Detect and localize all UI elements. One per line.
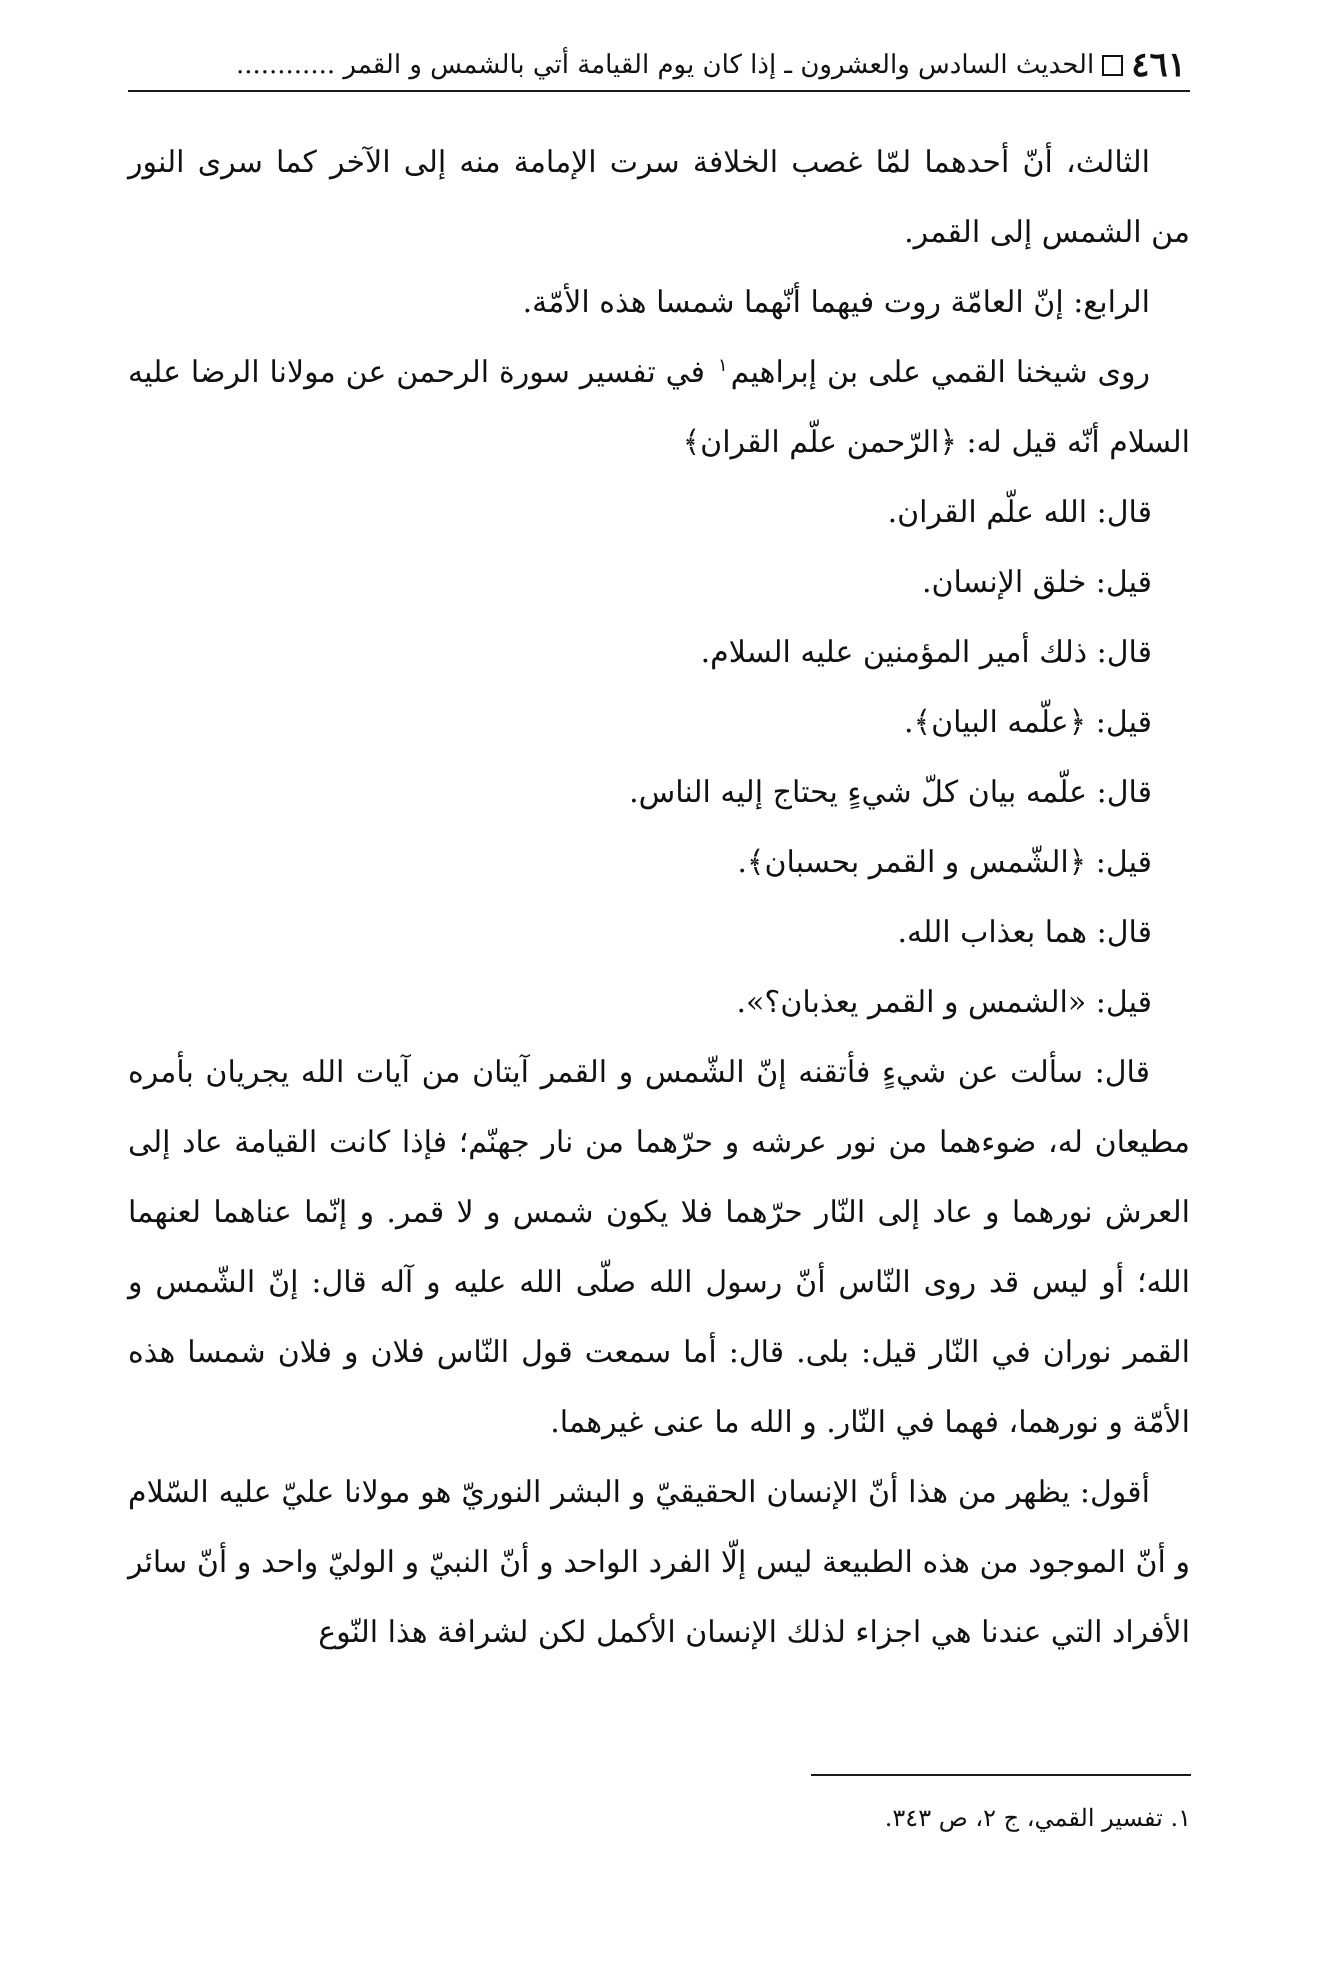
header-leader-dots: ......... bbox=[235, 50, 311, 80]
paragraph-answer: قال: سألت عن شيءٍ فأتقنه إنّ الشّمس و القمر آيتان من آيات الله يجريان بأمره مطيعان له، ضوءهما من نور عرشه و حرّهما من نار جهنّم؛ فإذا كانت القيامة عاد إلى العرش نورهما و عاد إلى النّار حرّهما فلا يكون شمس و لا قمر. و إنّما عناهما لعنهما الله؛ أو ليس قد روى النّاس أنّ رسول الله صلّى الله عليه و آله قال: إنّ الشّمس و القمر نوران في النّار قيل: بلى. قال: أما سمعت قول النّاس فلان و فلان شمسا هذه الأمّة و نورهما، فهما في النّار. و الله ما عنى غيرهما. bbox=[128, 1055, 1190, 1440]
footnote-reference: ١ bbox=[717, 355, 728, 376]
dialog-line: قيل: خلق الإنسان. bbox=[921, 565, 1152, 600]
main-text bbox=[128, 128, 1190, 1668]
paragraph-third: الثالث، أنّ أحدهما لمّا غصب الخلافة سرت الإمامة منه إلى الآخر كما سرى النور من الشمس إلى القمر. bbox=[128, 145, 1190, 250]
dialog-line: قال: ذلك أمير المؤمنين عليه السلام. bbox=[700, 635, 1152, 670]
dialog-line: قال: علّمه بيان كلّ شيءٍ يحتاج إليه الناس. bbox=[629, 775, 1152, 810]
dialog-line: قيل: «الشمس و القمر يعذبان؟». bbox=[736, 985, 1152, 1020]
dialog-line: قيل: ﴿علّمه البيان﴾. bbox=[904, 705, 1152, 740]
dialog-line: قيل: ﴿الشّمس و القمر بحسبان﴾. bbox=[737, 845, 1152, 880]
paragraph-fourth: الرابع: إنّ العامّة روت فيهما أنّهما شمسا هذه الأمّة. bbox=[522, 285, 1150, 320]
dialog-line: قال: الله علّم القران. bbox=[887, 495, 1152, 530]
running-title: الحديث السادس والعشرون ـ إذا كان يوم القيامة أتي بالشمس و القمر ... bbox=[310, 50, 1095, 80]
running-header bbox=[128, 40, 1190, 92]
page-number: ٤٦١ bbox=[1131, 45, 1186, 85]
narration-intro-text: روى شيخنا القمي على بن إبراهيم bbox=[730, 355, 1150, 390]
footnote-divider bbox=[811, 1774, 1191, 1776]
narration-intro-continued: في تفسير سورة الرحمن عن مولانا الرضا عليه السلام أنّه قيل له: ﴿الرّحمن علّم القران﴾ bbox=[128, 355, 1190, 460]
dialog-line: قال: هما بعذاب الله. bbox=[897, 915, 1152, 950]
paragraph-commentary: أقول: يظهر من هذا أنّ الإنسان الحقيقيّ و البشر النوريّ هو مولانا عليّ عليه السّلام و أنّ الموجود من هذه الطبيعة ليس إلّا الفرد الواحد و أنّ النبيّ و الوليّ واحد و أنّ سائر الأفراد التي عندنا هي اجزاء لذلك الإنسان الأكمل لكن لشرافة هذا النّوع bbox=[128, 1475, 1190, 1650]
footnote: ١. تفسير القمي، ج ٢، ص ٣٤٣. bbox=[884, 1804, 1191, 1832]
paragraph-narration-intro bbox=[128, 338, 1190, 478]
square-ornament-icon bbox=[1102, 55, 1123, 76]
